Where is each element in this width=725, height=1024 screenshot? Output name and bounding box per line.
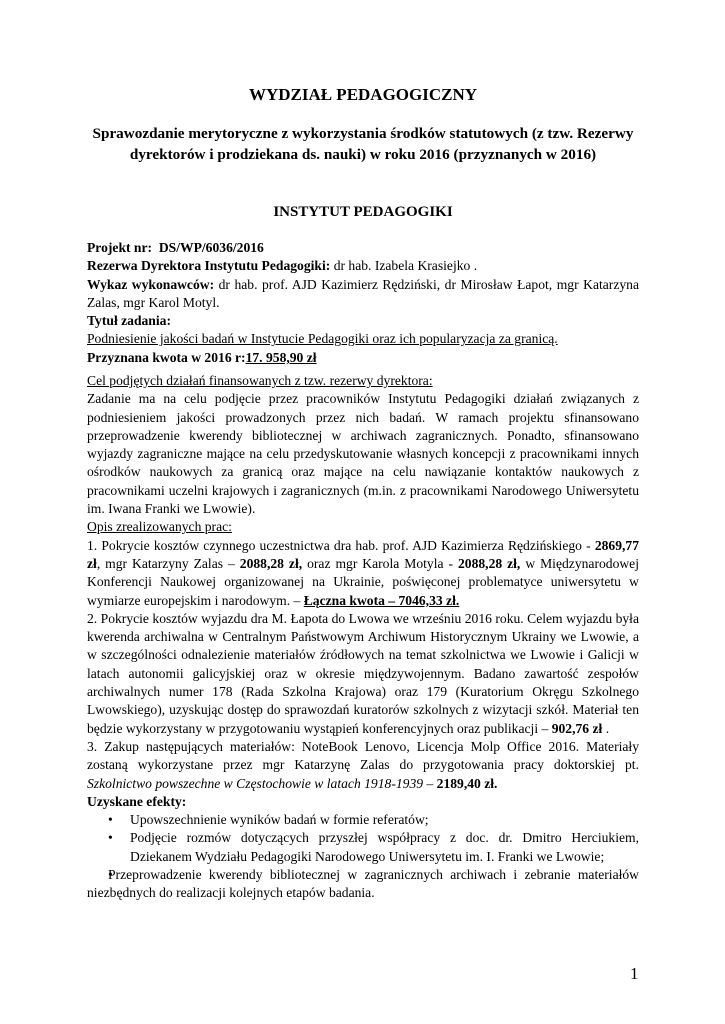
task-title-label: Tytuł zadania:	[87, 313, 171, 329]
executors-label: Wykaz wykonawców:	[87, 276, 215, 292]
reserve-value: dr hab. Izabela Krasiejko .	[333, 258, 478, 274]
reserve-label: Rezerwa Dyrektora Instytutu Pedagogiki:	[87, 258, 331, 274]
list-item: • Podjęcie rozmów dotyczących przyszłej współpracy z doc. dr. Dmitro Herciukiem, Dziekanem Wydziału Pedagogiki Narodowego Uniwersytetu im. I. Franki we Lwowie;	[87, 829, 639, 866]
list-item: • Przeprowadzenie kwerendy bibliotecznej w zagranicznych archiwach i zebranie materiałów niezbędnych do realizacji kolejnych etapów badania.	[87, 866, 639, 903]
page-number: 1	[630, 964, 639, 983]
goal-text: Zadanie ma na celu podjęcie przez pracowników Instytutu Pedagogiki działań związanych z podniesieniem jakości prowadzonych przez nich badań. W ramach projektu sfinansowano przeprowadzenie kwerendy bibliotecznej w archiwach zagranicznych. Ponadto, sfinansowano wyjazdy zagraniczne mające na celu przedyskutowanie własnych koncepcji z pracownikami innych ośrodków naukowych za granicą oraz mające na celu nawiązanie kontaktów naukowych z pracownikami uczelni krajowych i zagranicznych (m.in. z pracownikami Narodowego Uniwersytetu im. Iwana Franki we Lwowie).	[87, 391, 639, 517]
faculty-heading: WYDZIAŁ PEDAGOGICZNY	[248, 85, 478, 104]
work-item-1-amount-3: 2088,28 zł,	[457, 555, 521, 571]
amount-line	[87, 349, 639, 367]
work-item-3-title: Szkolnictwo powszechne w Częstochowie w latach 1918-1939	[87, 775, 424, 791]
work-item-2: 2. Pokrycie kosztów wyjazdu dra M. Łapota do Lwowa we wrześniu 2016 roku. Celem wyjazdu była kwerenda archiwalna w Centralnym Państwowym Archiwum Historycznym Ukrainy we Lwowie, a w szczególności odnalezienie materiałów źródłowych na temat szkolnictwa we Lwowie i Galicji w latach autonomii galicyjskiej oraz w okresie międzywojennym. Badano zawartość zespołów archiwalnych numer 178 (Rada Szkolna Krajowa) oraz 179 (Kuratorium Okręgu Szkolnego Lwowskiego), uzyskując dostęp do sprawozdań kuratorów szkolnych z wizytacji szkół. Materiał ten będzie wykorzystany w przygotowaniu wystąpień konferencyjnych oraz publikacji – 902,76 zł .	[87, 610, 639, 736]
works-heading: Opis zrealizowanych prac:	[87, 519, 232, 535]
work-item-3-amount: 2189,40 zł.	[436, 775, 498, 791]
work-item-3: 3. Zakup następujących materiałów: NoteBook Lenovo, Licencja Molp Office 2016. Materiały zostaną wykorzystane przez mgr Katarzynę Zalas do przygotowania pracy doktorskiej pt. Szkolnictwo powszechne w Częstochowie w latach 1918-1939 – 2189,40 zł.	[87, 738, 639, 791]
work-item-1-amount-1: 2869,77 zł	[87, 537, 639, 571]
effects-list	[87, 811, 639, 902]
amount-label: Przyznana kwota w 2016 r:	[87, 349, 246, 365]
reserve-line	[87, 257, 639, 275]
executors-line	[87, 276, 639, 313]
goal-section	[87, 372, 639, 903]
report-title: Sprawozdanie merytoryczne z wykorzystania środków statutowych (z tzw. Rezerwy dyrektorów i prodziekana ds. nauki) w roku 2016 (przyznanych w 2016)	[92, 125, 634, 163]
work-item-1: 1. Pokrycie kosztów czynnego uczestnictwa dra hab. prof. AJD Kazimierza Rędzińskiego - 2869,77 zł, mgr Katarzyny Zalas – 2088,28 zł, oraz mgr Karola Motyla - 2088,28 zł, w Międzynarodowej Konferencji Naukowej organizowanej na Ukrainie, poświęconej problematyce uniwersytetu w wymiarze europejskim i narodowym. – Łączna kwota – 7046,33 zł.	[87, 537, 639, 608]
work-item-1-total: Łączna kwota – 7046,33 zł.	[303, 592, 460, 608]
goal-heading: Cel podjętych działań finansowanych z tzw. rezerwy dyrektora:	[87, 373, 433, 388]
project-info	[87, 239, 639, 367]
project-number-line	[87, 239, 639, 257]
project-number-value: DS/WP/6036/2016	[158, 240, 264, 255]
institute-heading: INSTYTUT PEDAGOGIKI	[273, 204, 453, 220]
task-title-value: Podniesienie jakości badań w Instytucie Pedagogiki oraz ich popularyzacja za granicą.	[87, 331, 558, 347]
project-number-label: Projekt nr:	[87, 240, 153, 255]
amount-value: 17. 958,90 zł	[245, 349, 317, 365]
work-item-1-amount-2: 2088,28 zł,	[239, 555, 303, 571]
effects-heading: Uzyskane efekty:	[87, 793, 187, 809]
list-item: • Upowszechnienie wyników badań w formie referatów;	[87, 811, 639, 829]
executors-value: dr hab. prof. AJD Kazimierz Rędziński, dr Mirosław Łapot, mgr Katarzyna Zalas, mgr Karol Motyl.	[87, 276, 639, 310]
work-item-2-amount: 902,76 zł	[551, 720, 603, 736]
